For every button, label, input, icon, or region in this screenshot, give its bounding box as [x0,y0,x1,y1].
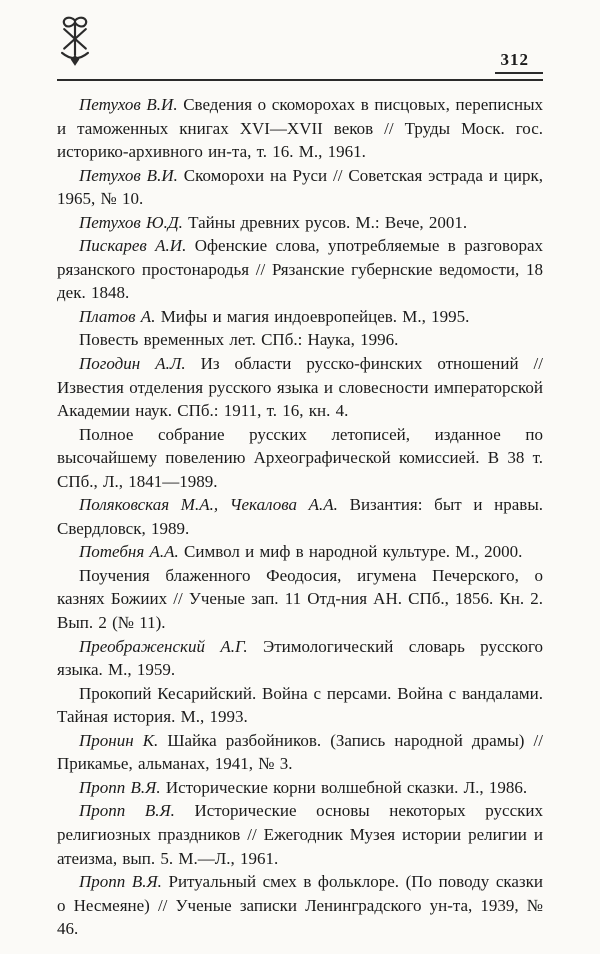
entry-author: Пропп В.Я. [79,872,169,892]
entry-author: Пронин К. [79,730,168,750]
bibliography-entry [57,493,543,540]
bibliography-entry [57,211,543,235]
bibliography-entry [57,799,543,870]
entry-text: Шайка разбойников. (Запись народной драмы) // Прикамье, альманах, 1941, № 3. [57,730,543,774]
entry-author: Пропп В.Я. [79,801,195,821]
entry-text: Исторические основы некоторых русских религиозных праздников // Ежегодник Музея истории религии и атеизма, вып. 5. М.—Л., 1961. [57,801,543,868]
bibliography-entry [57,564,543,635]
bibliography-entry [57,682,543,729]
entry-author: Петухов В.И. [79,95,184,114]
bibliography-entry [57,870,543,941]
entry-author: Поляковская М.А., Чекалова А.А. [79,495,350,515]
entry-text: Прокопий Кесарийский. Война с персами. Война с вандалами. Тайная история. М., 1993. [57,683,543,727]
entry-text: Тайны древних русов. М.: Вече, 2001. [188,212,468,232]
entry-author: Погодин А.Л. [79,354,201,374]
entry-author: Пискарев А.И. [79,236,195,256]
bibliography-entry [57,776,543,800]
page-header [57,14,543,81]
bibliography-entry [57,93,543,164]
bibliography-entry [57,352,543,423]
entry-text: Из области русско-финских отношений // Известия отделения русского языка и словесности императорской Академии наук. СПб.: 1911, т. 16, кн. 4. [57,354,543,421]
bibliography-list [57,93,543,941]
entry-text: Скоморохи на Руси // Советская эстрада и цирк, 1965, № 10. [57,165,543,209]
entry-author: Платов А. [79,306,161,326]
bibliography-entry [57,305,543,329]
entry-text: Этимологический словарь русского языка. М., 1959. [57,636,543,680]
entry-author: Пропп В.Я. [79,777,166,797]
entry-text: Повесть временных лет. СПб.: Наука, 1996. [79,330,399,350]
bibliography-entry [57,540,543,564]
entry-text: Исторические корни волшебной сказки. Л., 1986. [165,777,528,797]
entry-text: Поучения блаженного Феодосия, игумена Печерского, о казнях Божиих // Ученые зап. 11 Отд-ния АН. СПб., 1856. Кн. 2. Вып. 2 (№ 11). [57,565,543,633]
entry-text: Мифы и магия индоевропейцев. М., 1995. [160,306,470,326]
bibliography-entry [57,164,543,211]
bibliography-entry [57,328,543,352]
entry-text: Символ и миф в народной культуре. М., 2000. [184,542,523,562]
entry-text: Византия: быт и нравы. Свердловск, 1989. [57,495,543,538]
entry-text: Ритуальный смех в фольклоре. (По поводу сказки о Несмеяне) // Ученые записки Ленинградского ун-та, 1939, № 46. [57,872,543,939]
entry-author: Потебня А.А. [79,542,185,562]
entry-author: Петухов В.И. [79,165,184,185]
entry-author: Петухов Ю.Д. [79,212,189,232]
bibliography-entry [57,423,543,494]
bibliography-entry [57,635,543,682]
entry-author: Преображенский А.Г. [79,636,263,656]
bibliography-entry [57,234,543,305]
entry-text: Сведения о скоморохах в писцовых, переписных и таможенных книгах XVI—XVII веков // Труды Моск. гос. историко-архивного ин-та, т. 16. М., 1961. [57,95,543,162]
entry-text: Полное собрание русских летописей, изданное по высочайшему повелению Археографической комиссией. В 38 т. СПб., Л., 1841—1989. [57,424,543,491]
bibliography-entry [57,729,543,776]
publisher-emblem-icon [53,14,97,68]
page-number: 312 [495,50,544,74]
entry-text: Офенские слова, употребляемые в разговорах рязанского простонародья // Рязанские губернские ведомости, 18 дек. 1848. [57,236,543,303]
